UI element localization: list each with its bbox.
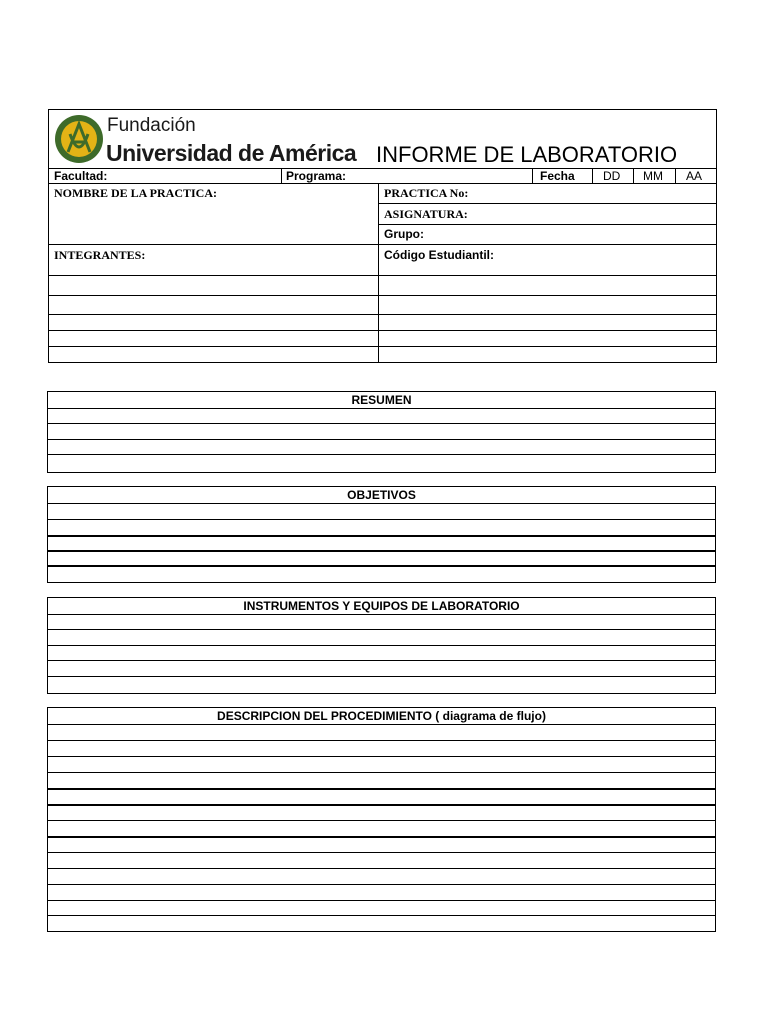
objetivos-section — [47, 486, 716, 583]
page-title: INFORME DE LABORATORIO — [376, 142, 678, 167]
grupo-label: Grupo: — [384, 227, 424, 241]
instrumentos-title: INSTRUMENTOS Y EQUIPOS DE LABORATORIO — [243, 599, 520, 613]
procedimiento-title: DESCRIPCION DEL PROCEDIMIENTO ( diagrama de flujo) — [217, 709, 546, 723]
procedimiento-section — [47, 707, 716, 932]
objetivos-title: OBJETIVOS — [347, 488, 416, 502]
resumen-section — [47, 391, 716, 473]
resumen-title: RESUMEN — [351, 393, 412, 407]
asignatura-label: ASIGNATURA: — [384, 207, 468, 221]
logo-text-fundacion: Fundación — [107, 115, 196, 136]
fecha-label: Fecha — [540, 169, 575, 183]
practica-no-label: PRACTICA No: — [384, 186, 469, 200]
university-seal-icon — [54, 112, 104, 166]
university-logo — [54, 112, 104, 166]
facultad-label: Facultad: — [54, 169, 108, 183]
instrumentos-section — [47, 597, 716, 694]
programa-label: Programa: — [286, 169, 347, 183]
nombre-practica-label: NOMBRE DE LA PRACTICA: — [54, 186, 218, 200]
codigo-estudiantil-label: Código Estudiantil: — [384, 248, 494, 262]
logo-text-universidad: Universidad de América — [106, 140, 357, 166]
integrantes-label: INTEGRANTES: — [54, 248, 146, 262]
fecha-aa: AA — [686, 169, 703, 183]
fecha-mm: MM — [643, 169, 663, 183]
fecha-dd: DD — [603, 169, 621, 183]
